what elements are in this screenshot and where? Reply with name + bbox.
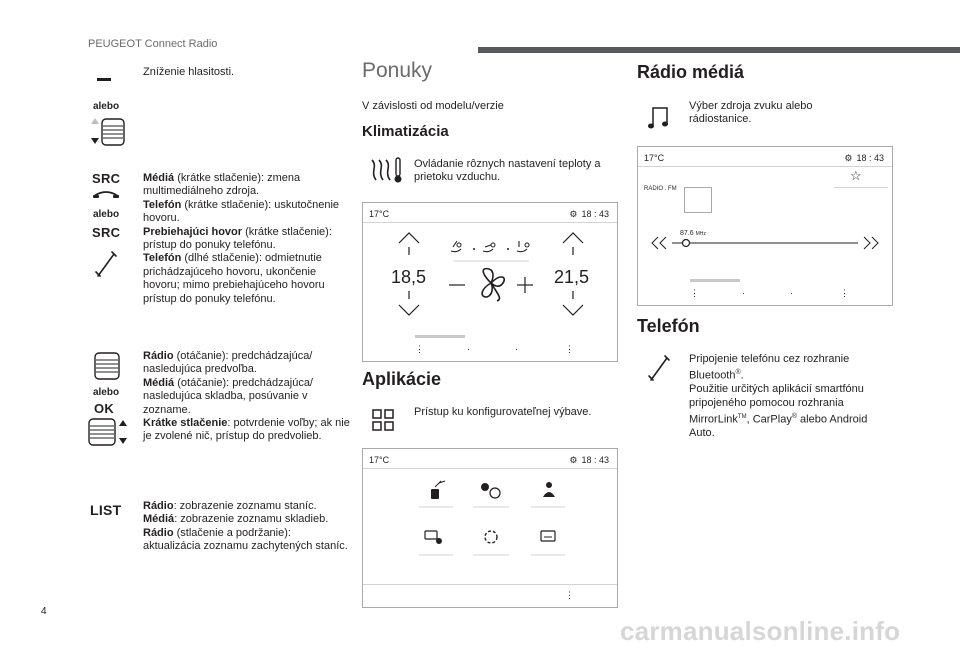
or-label: alebo	[92, 101, 120, 112]
minus-icon	[97, 78, 111, 81]
phone-text-line1: Pripojenie telefónu cez rozhranie Bluetooth	[689, 353, 850, 383]
short-press-term: Krátke stlačenie	[143, 417, 228, 430]
dot-icon: ·	[515, 343, 518, 354]
media-term: Médiá	[143, 172, 175, 184]
menu-dots-icon: ⋮	[840, 287, 849, 298]
left-temperature: 18,5	[391, 267, 427, 287]
media-term: Médiá	[143, 376, 175, 389]
list-separator	[834, 187, 888, 188]
screen-temperature: 17°C	[369, 455, 390, 465]
climate-title: Klimatizácia	[362, 123, 449, 140]
ok-text	[143, 350, 351, 444]
screen-time-value: 18 : 43	[581, 455, 609, 465]
phone-term: Telefón	[143, 198, 182, 211]
header-rule	[478, 47, 960, 53]
radio-desc: : zobrazenie zoznamu staníc.	[173, 500, 317, 512]
volume-down-text: Zníženie hlasitosti.	[143, 66, 235, 78]
running-header: PEUGEOT Connect Radio	[88, 38, 218, 50]
screen-time	[844, 152, 884, 165]
call-desc: (krátke stlačenie): prístup do ponuky telefónu.	[143, 225, 332, 252]
ok-block	[80, 350, 350, 480]
list-block	[80, 500, 350, 590]
radio-text: Výber zdroja zvuku alebo rádiostanice.	[689, 100, 813, 126]
media-desc: : zobrazenie zoznamu skladieb.	[174, 513, 329, 526]
scroll-wheel-arrows-icon	[86, 418, 132, 448]
ok-button-label: OK	[94, 401, 115, 416]
dot-icon: ·	[742, 287, 745, 298]
short-press-desc: : potvrdenie voľby; ak nie je zvolené nič, prístup do predvolieb.	[143, 417, 350, 443]
screen-time-value: 18 : 43	[856, 153, 884, 163]
screen-time-value: 18 : 43	[581, 209, 609, 219]
src-text	[143, 172, 351, 306]
screen-bottom-divider	[363, 584, 617, 585]
frequency-slider[interactable]	[638, 233, 894, 253]
gear-icon: ⚙	[569, 209, 578, 219]
phone-text-carplay: , CarPlay	[746, 413, 792, 426]
apps-icon-grid	[363, 469, 619, 581]
screen-gray-bar	[415, 335, 465, 338]
screen-temperature: 17°C	[644, 153, 665, 163]
album-art-placeholder	[684, 187, 712, 213]
volume-down-block	[80, 66, 350, 146]
phone-long-desc: (dlhé stlačenie): odmietnutie prichádzajúceho hovoru, ukončenie hovoru; mimo prebiehajúceho hovoru prístup do ponuky telefónu.	[143, 252, 325, 305]
frequency-unit: MHz	[695, 231, 706, 237]
radio-band: RADIO . FM	[644, 186, 677, 192]
media-term: Médiá	[143, 513, 175, 526]
apps-title: Aplikácie	[362, 369, 442, 389]
phone-long-term: Telefón	[143, 252, 182, 265]
apps-screen	[362, 448, 618, 608]
screen-gray-bar	[690, 279, 740, 282]
radio-screen	[637, 146, 893, 306]
phone-text	[689, 353, 889, 441]
phone-desc: (krátke stlačenie): uskutočnenie hovoru.	[143, 198, 340, 225]
menu-dots-icon: ⋮	[565, 589, 574, 600]
list-text	[143, 500, 351, 554]
watermark: carmanualsonline.info	[620, 616, 901, 646]
scroll-wheel-icon	[92, 352, 122, 380]
media-desc: (krátke stlačenie): zmena multimediálneho zdroja.	[143, 172, 301, 198]
src-button-label: SRC	[92, 171, 121, 186]
right-temperature: 21,5	[554, 267, 590, 287]
src-block	[80, 172, 350, 332]
menu-dots-icon: ⋮	[565, 343, 574, 354]
or-label: alebo	[92, 387, 120, 398]
scroll-wheel-icon	[86, 118, 128, 148]
phone-handset-icon	[94, 250, 118, 278]
menus-subtitle: V závislosti od modelu/verzie	[362, 100, 504, 112]
page-number: 4	[41, 606, 47, 617]
menu-dots-icon: ⋮	[690, 287, 699, 298]
climate-text: Ovládanie rôznych nastavení teploty a prietoku vzduchu.	[414, 158, 601, 184]
radio-term: Rádio	[143, 500, 174, 512]
favorite-star-icon[interactable]: ☆	[850, 168, 862, 183]
media-desc: (otáčanie): predchádzajúca/ nasledujúca skladba, posúvanie v zozname.	[143, 376, 313, 416]
radio-hold-term: Rádio	[143, 526, 174, 539]
climate-icon	[368, 156, 404, 184]
call-term: Prebiehajúci hovor	[143, 225, 243, 238]
menu-dots-icon: ⋮	[415, 343, 424, 354]
or-label: alebo	[92, 209, 120, 220]
phone-text-period: .	[740, 370, 744, 383]
radio-title: Rádio médiá	[637, 62, 745, 82]
frequency-value: 87.6	[680, 230, 694, 237]
phone-title: Telefón	[637, 316, 700, 336]
phone-handset-icon	[647, 354, 671, 382]
screen-time	[569, 208, 609, 221]
gear-icon: ⚙	[569, 455, 578, 465]
screen-temperature: 17°C	[369, 209, 390, 219]
src-button-label: SRC	[92, 225, 121, 240]
dot-icon: ·	[467, 343, 470, 354]
music-note-icon	[647, 104, 671, 130]
radio-term: Rádio	[143, 350, 174, 362]
menus-title: Ponuky	[362, 59, 433, 82]
dot-icon: ·	[790, 287, 793, 298]
radio-hold-desc: (stlačenie a podržanie): aktualizácia zoznamu zachytených staníc.	[143, 526, 348, 553]
climate-screen	[362, 202, 618, 362]
phone-text-line2: Použitie určitých aplikácií smartfónu pripojeného pomocou rozhrania MirrorLink	[689, 383, 864, 426]
registered-mark: ®	[735, 369, 741, 377]
screen-time	[569, 454, 609, 467]
list-button-label: LIST	[90, 502, 122, 518]
trademark-mark: TM	[737, 414, 747, 421]
apps-grid-icon	[372, 409, 394, 431]
phone-text-android: alebo Android Auto.	[689, 413, 868, 440]
registered-mark: ®	[791, 413, 797, 421]
gear-icon: ⚙	[844, 153, 853, 163]
phone-icon	[92, 188, 120, 200]
apps-text: Prístup ku konfigurovateľnej výbave.	[414, 406, 592, 418]
screen-status-divider	[638, 166, 892, 167]
radio-desc: (otáčanie): predchádzajúca/ nasledujúca predvoľba.	[143, 350, 313, 376]
